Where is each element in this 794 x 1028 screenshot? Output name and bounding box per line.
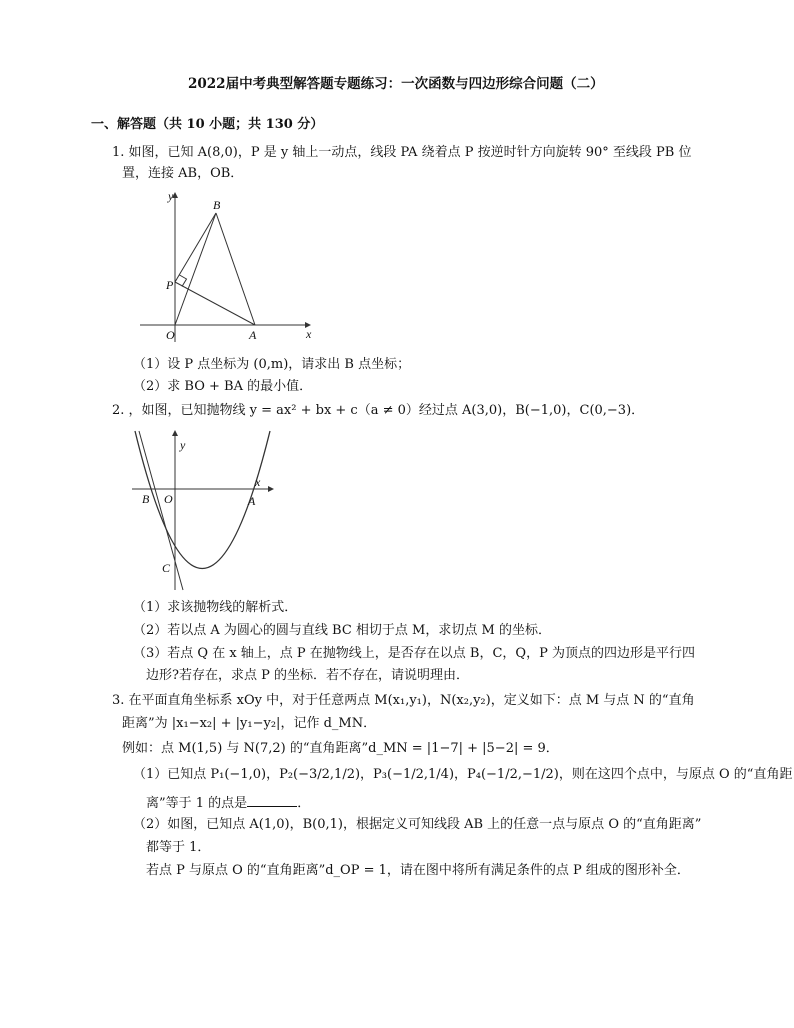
q3-text-line1: 3. 在平面直角坐标系 xOy 中，对于任意两点 M(x₁,y₁)，N(x₂,y₂)，定义如下：点 M 与点 N 的“直角 [112,693,695,708]
q2-line-BC [139,431,183,590]
q1-label-x: x [306,327,312,341]
q2-sub2: （2）若以点 A 为圆心的圆与直线 BC 相切于点 M，求切点 M 的坐标． [133,623,551,638]
q3-sub2-line1: （2）如图，已知点 A(1,0)，B(0,1)，根据定义可知线段 AB 上的任意一点与原点 O 的“直角距离” [133,817,702,832]
q1-text-line1: 1. 如图，已知 A(8,0)，P 是 y 轴上一动点，线段 PA 绕着点 P 按逆时针方向旋转 90° 至线段 PB 位 [112,145,692,160]
page-title: 2022届中考典型解答题专题练习：一次函数与四边形综合问题（二） [188,76,604,92]
q2-sub3-line1: （3）若点 Q 在 x 轴上，点 P 在抛物线上，是否存在以点 B，C，Q，P 为顶点的四边形是平行四 [133,646,695,661]
q2-sub3-line2: 边形?若存在，求点 P 的坐标．若不存在，请说明理由． [146,668,469,683]
q3-sub1-text: 离”等于 1 的点是 [146,796,248,811]
q2-label-O: O [164,492,173,506]
q2-label-C: C [162,561,171,575]
q2-label-y: y [180,438,186,452]
q1-seg-PB [175,213,216,282]
q3-sub2-line2: 都等于 1． [146,840,211,855]
q2-text-line1: 2. ，如图，已知抛物线 y = ax² + bx + c（a ≠ 0）经过点 A(3,0)，B(−1,0)，C(0,−3)． [112,403,645,418]
q3-sub1-end: ． [297,796,311,811]
q1-sub1: （1）设 P 点坐标为 (0,m)，请求出 B 点坐标； [133,357,411,372]
section-heading: 一、解答题（共 10 小题；共 130 分） [91,117,324,132]
q2-label-B: B [142,492,150,506]
q2-figure [125,425,285,595]
q1-label-y: y [168,189,174,203]
q1-label-P: P [166,278,174,292]
q1-seg-OB [175,213,216,325]
q3-example: 例如：点 M(1,5) 与 N(7,2) 的“直角距离”d_MN = |1−7| + |5−2| = 9． [122,741,559,756]
q1-label-O: O [166,328,175,342]
q1-sub2: （2）求 BO + BA 的最小值． [133,379,313,394]
q3-text-line2: 距离”为 |x₁−x₂| + |y₁−y₂|，记作 d_MN． [122,716,377,731]
q2-label-A: A [248,494,256,508]
q1-seg-AB [216,213,255,325]
q2-label-x: x [255,475,261,489]
q3-sub1-line2 [146,794,310,812]
q3-sub2-line3: 若点 P 与原点 O 的“直角距离”d_OP = 1，请在图中将所有满足条件的点 P 组成的图形补全． [146,863,690,878]
q1-label-B: B [213,198,221,212]
q1-figure [140,190,320,345]
q3-answer-blank [247,794,297,807]
q1-text-line2: 置，连接 AB，OB． [122,166,244,181]
q1-seg-PA [175,282,255,325]
q3-sub1-line1: （1）已知点 P₁(−1,0)，P₂(−3/2,1/2)，P₃(−1/2,1/4)，P₄(−1/2,−1/2)，则在这四个点中，与原点 O 的“直角距 [133,767,793,782]
q1-label-A: A [249,328,257,342]
q2-sub1: （1）求该抛物线的解析式． [133,600,298,615]
